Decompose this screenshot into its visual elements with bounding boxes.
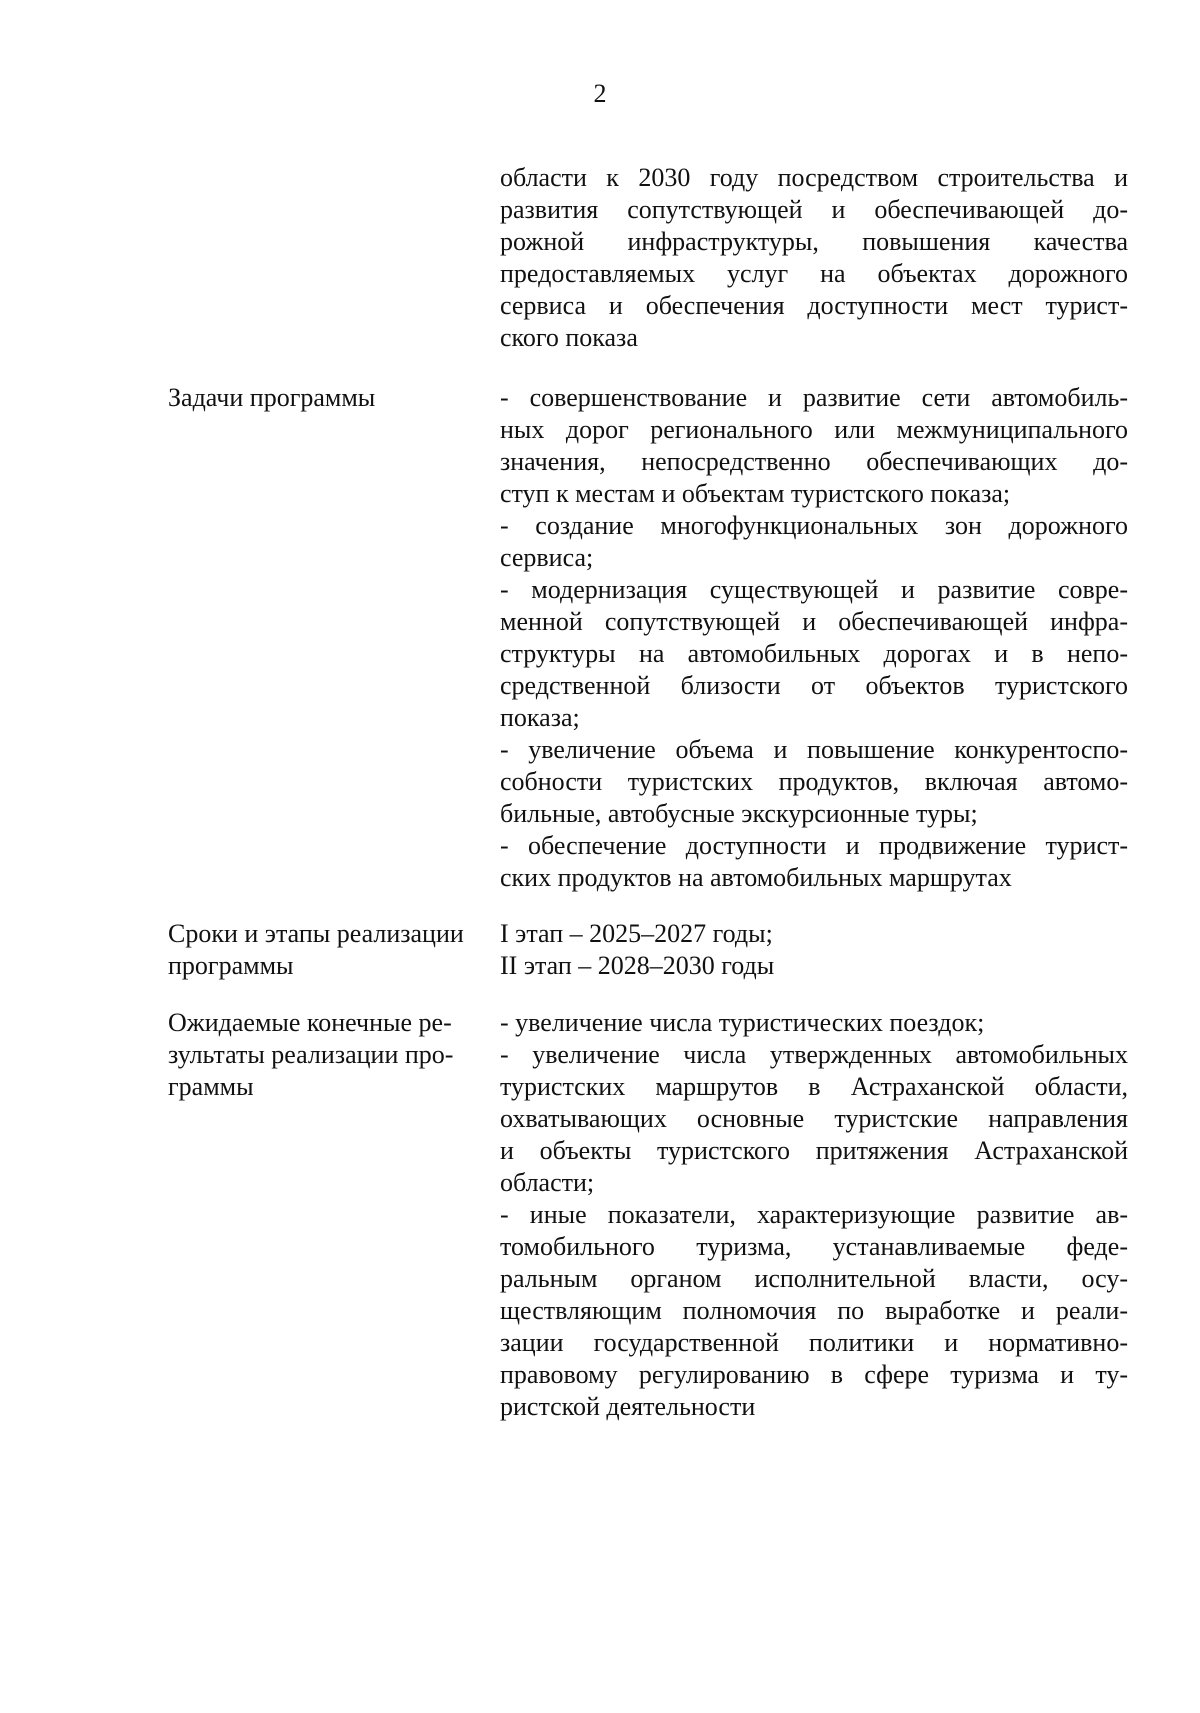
text-line: области;	[500, 1168, 595, 1197]
program-timeline-label: Сроки и этапы реализации программы	[168, 919, 464, 980]
program-goal-text	[500, 162, 1128, 354]
program-tasks-text	[500, 382, 1128, 894]
text-line: - создание многофункциональных зон дорожного	[500, 511, 1128, 540]
page-number: 2	[593, 79, 607, 108]
text-line: показа;	[500, 703, 580, 732]
text-line: - модернизация существующей и развитие совре-	[500, 575, 1128, 604]
text-line: структуры на автомобильных дорогах и в непо-	[500, 639, 1128, 668]
text-line: ских продуктов на автомобильных маршрутах	[500, 863, 1012, 892]
text-line: менной сопутствующей и обеспечивающей инфра-	[500, 607, 1128, 636]
program-results-label: Ожидаемые конечные ре- зультаты реализации про- граммы	[168, 1008, 454, 1101]
text-line: - увеличение числа туристических поездок;	[500, 1008, 985, 1037]
text-line: развития сопутствующей и обеспечивающей до-	[500, 195, 1128, 224]
text-line: значения, непосредственно обеспечивающих до-	[500, 447, 1128, 476]
text-line: сервиса;	[500, 543, 594, 572]
text-line: правовому регулированию в сфере туризма и ту-	[500, 1360, 1128, 1389]
text-line: - увеличение объема и повышение конкурентоспо-	[500, 735, 1128, 764]
text-line: зации государственной политики и нормативно-	[500, 1328, 1128, 1357]
text-line: сервиса и обеспечения доступности мест турист-	[500, 291, 1128, 320]
text-line: туристских маршрутов в Астраханской области,	[500, 1072, 1128, 1101]
text-line: бильные, автобусные экскурсионные туры;	[500, 799, 978, 828]
text-line: ществляющим полномочия по выработке и реали-	[500, 1296, 1128, 1325]
text-line: рожной инфраструктуры, повышения качества	[500, 227, 1128, 256]
text-line: - увеличение числа утвержденных автомобильных	[500, 1040, 1128, 1069]
text-line: - совершенствование и развитие сети автомобиль-	[500, 383, 1128, 412]
text-line: I этап – 2025–2027 годы;	[500, 919, 773, 948]
text-line: собности туристских продуктов, включая автомо-	[500, 767, 1128, 796]
text-line: II этап – 2028–2030 годы	[500, 951, 775, 980]
text-line: средственной близости от объектов туристского	[500, 671, 1128, 700]
text-line: и объекты туристского притяжения Астраханской	[500, 1136, 1128, 1165]
text-line: ральным органом исполнительной власти, осу-	[500, 1264, 1128, 1293]
text-line: ского показа	[500, 323, 638, 352]
text-line: - иные показатели, характеризующие развитие ав-	[500, 1200, 1128, 1229]
text-line: ных дорог регионального или межмуниципального	[500, 415, 1128, 444]
text-line: ступ к местам и объектам туристского показа;	[500, 479, 1011, 508]
program-tasks-label: Задачи программы	[168, 383, 376, 412]
text-line: ристской деятельности	[500, 1392, 756, 1421]
program-results-text	[500, 1007, 1128, 1423]
text-line: предоставляемых услуг на объектах дорожного	[500, 259, 1128, 288]
program-timeline-text	[500, 918, 1128, 982]
text-line: области к 2030 году посредством строительства и	[500, 163, 1128, 192]
text-line: - обеспечение доступности и продвижение турист-	[500, 831, 1128, 860]
text-line: томобильного туризма, устанавливаемые феде-	[500, 1232, 1128, 1261]
text-line: охватывающих основные туристские направления	[500, 1104, 1128, 1133]
